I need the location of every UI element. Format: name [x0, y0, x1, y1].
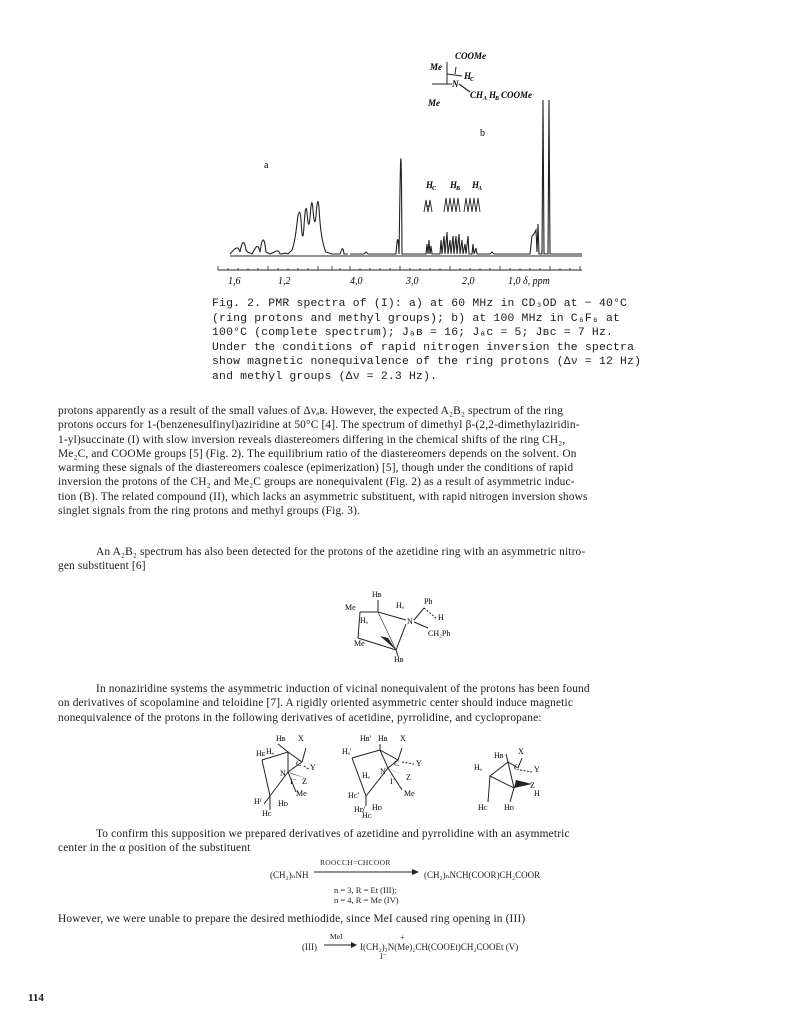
caption-line: show magnetic nonequivalence of the ring protons (Δν = 12 Hz)	[212, 356, 642, 369]
s1-n: N	[280, 769, 286, 778]
tick-1-6: 1,6	[228, 276, 241, 287]
s1-he: Hᴇ	[256, 749, 266, 758]
reaction2-right: I(CH₂)₃N(Me)₂CH(COOEt)CH₂COOEt (V)	[360, 942, 519, 952]
paragraph-2	[58, 545, 758, 574]
tick-4-0: 4,0	[350, 276, 363, 287]
s2-me: Me	[404, 789, 415, 798]
s1-hb: Hʙ	[276, 734, 286, 743]
peak-label-hc: H	[426, 180, 434, 190]
s1-c: C	[296, 759, 302, 768]
label-chain-sub-a: A	[483, 96, 488, 102]
s2-i: I⁻	[390, 777, 397, 786]
s2-hd1: Hᴅ'	[354, 805, 366, 814]
paragraph-1	[58, 404, 758, 518]
s2-z: Z	[406, 773, 411, 782]
structure-inset-compound-i	[427, 51, 532, 108]
peak-labels	[425, 180, 482, 192]
s1-x: X	[298, 734, 304, 743]
s1-y: Y	[310, 763, 316, 772]
s1-z: Z	[302, 777, 307, 786]
peak-label-hb: H	[450, 180, 458, 190]
structure-pyrrolidine-derivative	[342, 734, 422, 820]
s1-hd: Hᴅ	[278, 799, 288, 808]
text-line: center in the α position of the substituent	[58, 842, 251, 855]
text-line: In nonaziridine systems the asymmetric induction of vicinal nonequivalent of the protons has been found	[96, 683, 590, 695]
text-line: 1-yl)succinate (I) with slow inversion reveals diastereomers differing in the chemical shifts of the ring CH₂,	[58, 433, 566, 446]
s3-h: H	[534, 789, 540, 798]
s3-x: X	[518, 747, 524, 756]
peak-label-hb-sub: B	[456, 186, 461, 192]
tick-3-0: 3,0	[406, 276, 419, 287]
s1-hf: Hᶠ	[254, 797, 262, 806]
reaction1-reagent: ROOCCH=CHCOOR	[320, 858, 391, 867]
label-hc-inset: H	[464, 71, 472, 81]
structure-cyclopropane-derivative	[474, 747, 540, 812]
text-line: nonequivalence of the protons in the following derivatives of acetidine, pyrrolidine, and cyclopropane:	[58, 711, 542, 724]
label-chain-h: H	[489, 90, 497, 100]
s1-i: I⁻	[290, 777, 297, 786]
peak-label-ha-sub: A	[478, 186, 483, 192]
label-me-bottom: Me	[428, 98, 440, 108]
figure-caption	[212, 297, 642, 385]
s3-c: C	[514, 763, 520, 772]
reaction2-reagent: MeI	[330, 932, 343, 941]
label-ch2ph: CH₂Ph	[428, 629, 451, 638]
label-hb-bottom: Hʙ	[394, 655, 404, 664]
reaction2-iodide: I⁻	[380, 952, 387, 961]
text-line: protons apparently as a result of the small values of Δνₐʙ. However, the expected A₂B₂ spectrum of the ring	[58, 405, 564, 417]
text-line: tion (B). The related compound (II), which lacks an asymmetric substituent, with rapid nitrogen inversion shows	[58, 490, 588, 503]
label-me-left: Me	[345, 603, 356, 612]
figure-2-spectra	[200, 40, 600, 292]
structure-azetidine-derivative	[254, 734, 316, 818]
s1-hc: Hᴄ	[262, 809, 272, 818]
tick-1-0-ppm: 1,0 δ, ppm	[508, 276, 550, 287]
s2-ha: Hₐ	[362, 771, 370, 780]
peak-label-ha: H	[472, 180, 480, 190]
text-line: singlet signals from the ring protons and methyl groups (Fig. 3).	[58, 505, 361, 518]
text-line: An A₂B₂ spectrum has also been detected for the protons of the azetidine ring with an asymmetric nitro-	[96, 546, 586, 558]
label-me-bottom: Me	[354, 639, 365, 648]
x-axis-ticks	[218, 266, 580, 270]
caption-line: Fig. 2. PMR spectra of (I): a) at 60 MHz in CD₃OD at − 40°C	[212, 298, 628, 310]
spectrum-trace-a	[230, 202, 348, 254]
s2-hb1: Hʙ'	[360, 734, 371, 743]
s2-c: C	[394, 759, 400, 768]
label-n-inset: N	[452, 79, 459, 89]
s2-hc1: Hᴄ'	[348, 791, 360, 800]
label-chain-tail: COOMe	[501, 90, 532, 100]
caption-line: 100°C (complete spectrum); Jₐʙ = 16; Jₐᴄ = 5; Jʙᴄ = 7 Hz.	[212, 327, 614, 340]
peak-label-hc-sub: C	[432, 186, 437, 192]
s2-hb: Hʙ	[378, 734, 388, 743]
structures-three-derivatives	[252, 732, 552, 822]
text-line: To confirm this supposition we prepared derivatives of azetidine and pyrrolidine with an asymmetric	[96, 828, 570, 840]
caption-line: (ring protons and methyl groups); b) at 100 MHz in C₆F₆ at	[212, 312, 621, 325]
s3-ha: Hₐ	[474, 763, 482, 772]
label-ph: Ph	[424, 597, 433, 606]
panel-label-b: b	[480, 128, 485, 139]
text-line: on derivatives of scopolamine and teloidine [7]. A rigidly oriented asymmetric center should induce magnetic	[58, 697, 574, 710]
s2-hc: Hᴄ	[362, 811, 372, 820]
paragraph-3	[58, 682, 758, 725]
x-axis-labels	[228, 276, 550, 287]
label-me-top: Me	[430, 62, 442, 72]
reaction1-left: (CH₂)ₙNH	[270, 870, 309, 880]
paragraph-5	[58, 912, 758, 926]
label-ha-ring: Hₐ	[360, 616, 368, 625]
s2-ha1: Hₐ'	[342, 747, 352, 756]
label-h: H	[438, 613, 444, 622]
s1-ha: Hₐ	[266, 747, 274, 756]
text-line: gen substituent [6]	[58, 560, 146, 573]
s3-hb: Hʙ	[494, 751, 504, 760]
paragraph-4	[58, 827, 758, 856]
s3-hc: Hᴄ	[478, 803, 488, 812]
s1-me: Me	[296, 789, 307, 798]
s2-x: X	[400, 734, 406, 743]
label-coome-top: COOMe	[455, 51, 486, 61]
text-line: warming these signals of the diastereomers coalesce (epimerization) [5], though under the conditions of rapid	[58, 462, 574, 475]
label-hb-top: Hʙ	[372, 590, 382, 599]
reaction1-cond-2: n = 4, R = Me (IV)	[334, 895, 399, 905]
s3-y: Y	[534, 765, 540, 774]
s2-n: N	[380, 767, 386, 776]
text-line: However, we were unable to prepare the desired methiodide, since MeI caused ring opening in (III)	[58, 913, 526, 925]
panel-label-a: a	[264, 160, 269, 171]
reaction1-right: (CH₂)ₙNCH(COOR)CH₂COOR	[424, 870, 541, 880]
reaction2-plus: +	[400, 933, 405, 942]
page-number: 114	[28, 992, 44, 1004]
tick-2-0: 2,0	[462, 276, 475, 287]
text-line: inversion the protons of the CH₂ and Me₂C groups are nonequivalent (Fig. 2) as a result of asymmetric induc-	[58, 476, 575, 489]
label-chain: CH	[470, 90, 484, 100]
label-chain-sub-b: B	[495, 96, 500, 102]
text-line: protons occurs for 1-(benzenesulfinyl)aziridine at 50°C [4]. The spectrum of dimethyl β-(2,2-dimethylaziridin-	[58, 419, 580, 432]
expanded-multiplets	[424, 198, 480, 212]
s3-hd: Hᴅ	[504, 803, 514, 812]
reaction-scheme-1	[270, 858, 570, 906]
spectrum-trace-b	[350, 100, 582, 254]
caption-line: Under the conditions of rapid nitrogen inversion the spectra	[212, 341, 635, 354]
reaction1-arrow	[314, 868, 420, 876]
s2-y: Y	[416, 759, 422, 768]
s2-hd: Hᴅ	[372, 803, 382, 812]
label-hc-inset-sub: C	[470, 77, 475, 83]
tick-1-2: 1,2	[278, 276, 291, 287]
s3-z: Z	[530, 781, 535, 790]
label-ha-top: Hₐ	[396, 601, 404, 610]
text-line: Me₂C, and COOMe groups [5] (Fig. 2). The equilibrium ratio of the diastereomers depends on the solvent. On	[58, 447, 577, 460]
reaction2-left: (III)	[302, 942, 317, 952]
caption-line: and methyl groups (Δν = 2.3 Hz).	[212, 370, 438, 383]
label-n: N	[407, 617, 413, 626]
reaction-scheme-2	[302, 932, 582, 962]
structure-azetidine	[340, 588, 480, 666]
reaction1-cond-1: n = 3, R = Et (III);	[334, 885, 397, 895]
reaction2-arrow	[324, 941, 358, 949]
